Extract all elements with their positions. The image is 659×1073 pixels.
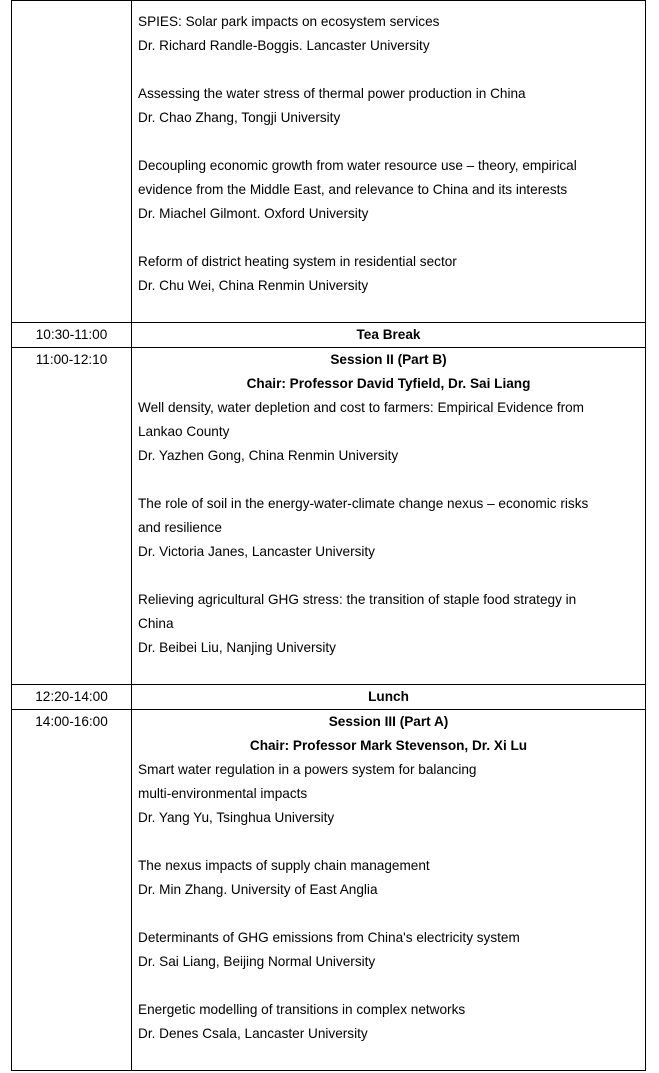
talk-title: Relieving agricultural GHG stress: the transition of staple food strategy in xyxy=(138,592,577,607)
time-cell: 14:00-16:00 xyxy=(12,710,132,1071)
talk-title: Determinants of GHG emissions from China's electricity system xyxy=(138,930,520,945)
talk-title: SPIES: Solar park impacts on ecosystem services xyxy=(138,14,440,29)
talk-speaker: Dr. Yazhen Gong, China Renmin University xyxy=(138,448,399,463)
session-title: Session II (Part B) xyxy=(330,352,447,367)
talk-title: and resilience xyxy=(138,520,222,535)
talk-speaker: Dr. Chu Wei, China Renmin University xyxy=(138,278,369,293)
break-label: Lunch xyxy=(132,685,646,710)
time-cell: 12:20-14:00 xyxy=(12,685,132,710)
talk-speaker: Dr. Denes Csala, Lancaster University xyxy=(138,1026,368,1041)
talk-title: China xyxy=(138,616,174,631)
talk-title: Smart water regulation in a powers system for balancing xyxy=(138,762,477,777)
talk-title: Decoupling economic growth from water resource use – theory, empirical xyxy=(138,158,577,173)
time-cell: 11:00-12:10 xyxy=(12,348,132,685)
agenda-table xyxy=(11,0,646,1071)
break-label: Tea Break xyxy=(132,323,646,348)
talk-speaker: Dr. Chao Zhang, Tongji University xyxy=(138,110,341,125)
talk-title: evidence from the Middle East, and relevance to China and its interests xyxy=(138,182,568,197)
session-title: Session III (Part A) xyxy=(328,714,449,729)
agenda-row xyxy=(12,348,646,685)
talk-speaker: Dr. Sai Liang, Beijing Normal University xyxy=(138,954,376,969)
talk-title: Lankao County xyxy=(138,424,230,439)
session-content xyxy=(132,348,646,685)
agenda-row xyxy=(12,710,646,1071)
talk-title: The role of soil in the energy-water-climate change nexus – economic risks xyxy=(138,496,589,511)
agenda-row xyxy=(12,1,646,323)
session-content xyxy=(132,710,646,1071)
talk-title: Assessing the water stress of thermal power production in China xyxy=(138,86,526,101)
talk-speaker: Dr. Yang Yu, Tsinghua University xyxy=(138,810,335,825)
talk-speaker: Dr. Beibei Liu, Nanjing University xyxy=(138,640,336,655)
agenda-row xyxy=(12,685,646,710)
agenda-row xyxy=(12,323,646,348)
time-cell xyxy=(12,1,132,323)
talk-speaker: Dr. Miachel Gilmont. Oxford University xyxy=(138,206,369,221)
session-chair: Chair: Professor David Tyfield, Dr. Sai Liang xyxy=(246,376,531,391)
talk-title: Reform of district heating system in residential sector xyxy=(138,254,457,269)
talk-title: Energetic modelling of transitions in complex networks xyxy=(138,1002,466,1017)
talk-title: Well density, water depletion and cost to farmers: Empirical Evidence from xyxy=(138,400,585,415)
time-cell: 10:30-11:00 xyxy=(12,323,132,348)
talk-title: The nexus impacts of supply chain management xyxy=(138,858,430,873)
talk-speaker: Dr. Victoria Janes, Lancaster University xyxy=(138,544,375,559)
talk-title: multi-environmental impacts xyxy=(138,786,308,801)
session-content xyxy=(132,1,646,323)
talk-speaker: Dr. Richard Randle-Boggis. Lancaster University xyxy=(138,38,430,53)
talk-speaker: Dr. Min Zhang. University of East Anglia xyxy=(138,882,378,897)
session-chair: Chair: Professor Mark Stevenson, Dr. Xi Lu xyxy=(249,738,528,753)
